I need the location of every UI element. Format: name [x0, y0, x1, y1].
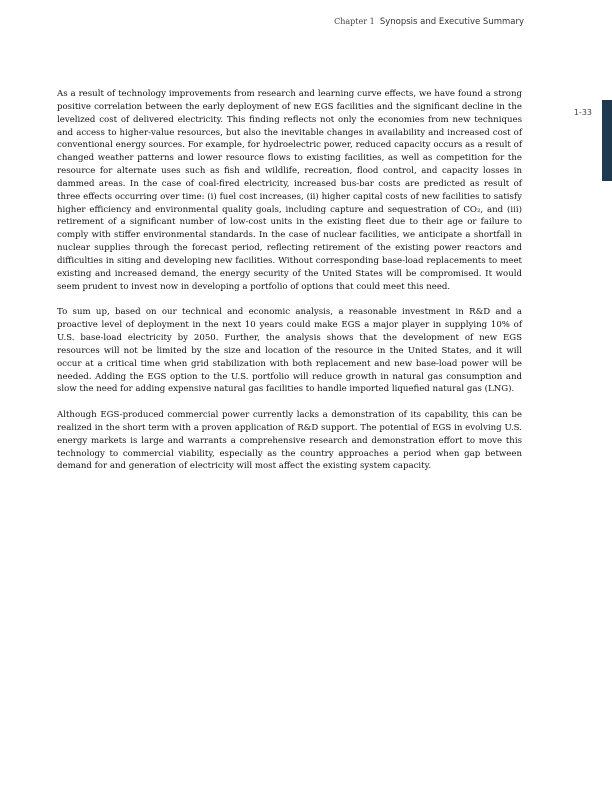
chapter-label: Chapter 1	[334, 17, 375, 26]
paragraph: Although EGS-produced commercial power currently lacks a demonstration of its capability, this can be realized in the short term with a proven application of R&D support. The potential of EGS in evolving U.S. energy markets is large and warrants a comprehensive research and demonstration effort to move this technology to commercial viability, especially as the country approaches a period when gap between demand for and generation of electricity will most affect the existing system capacity.	[57, 410, 522, 472]
page-number: 1-33	[573, 108, 592, 117]
chapter-side-tab	[602, 100, 612, 181]
body-text	[57, 88, 522, 486]
paragraph: To sum up, based on our technical and economic analysis, a reasonable investment in R&D and a proactive level of deployment in the next 10 years could make EGS a major player in supplying 10% of U.S. base-load electricity by 2050. Further, the analysis shows that the development of new EGS resources will not be limited by the size and location of the resource in the United States, and it will occur at a critical time when grid stabilization with both replacement and new base-load power will be needed. Adding the EGS option to the U.S. portfolio will reduce growth in natural gas consumption and slow the need for adding expensive natural gas facilities to handle imported liquefied natural gas (LNG).	[57, 307, 522, 395]
chapter-title: Synopsis and Executive Summary	[379, 17, 524, 27]
running-header	[334, 16, 524, 27]
paragraph: As a result of technology improvements from research and learning curve effects, we have found a strong positive correlation between the early deployment of new EGS facilities and the significant decline in the levelized cost of delivered electricity. This finding reflects not only the economies from new techniques and access to higher-value resources, but also the inevitable changes in availability and increased cost of conventional energy sources. For example, for hydroelectric power, reduced capacity occurs as a result of changed weather patterns and lower resource flows to existing facilities, as well as competition for the resource for alternate uses such as fish and wildlife, recreation, flood control, and capacity losses in dammed areas. In the case of coal-fired electricity, increased bus-bar costs are predicted as result of three effects occurring over time: (i) fuel cost increases, (ii) higher capital costs of new facilities to satisfy higher efficiency and environmental quality goals, including capture and sequestration of CO₂, and (iii) retirement of a significant number of low-cost units in the existing fleet due to their age or failure to comply with stiffer environmental standards. In the case of nuclear facilities, we anticipate a shortfall in nuclear supplies through the forecast period, reflecting retirement of the existing power reactors and difficulties in siting and developing new facilities. Without corresponding base-load replacements to meet existing and increased demand, the energy security of the United States will be compromised. It would seem prudent to invest now in developing a portfolio of options that could meet this need.	[57, 89, 522, 292]
